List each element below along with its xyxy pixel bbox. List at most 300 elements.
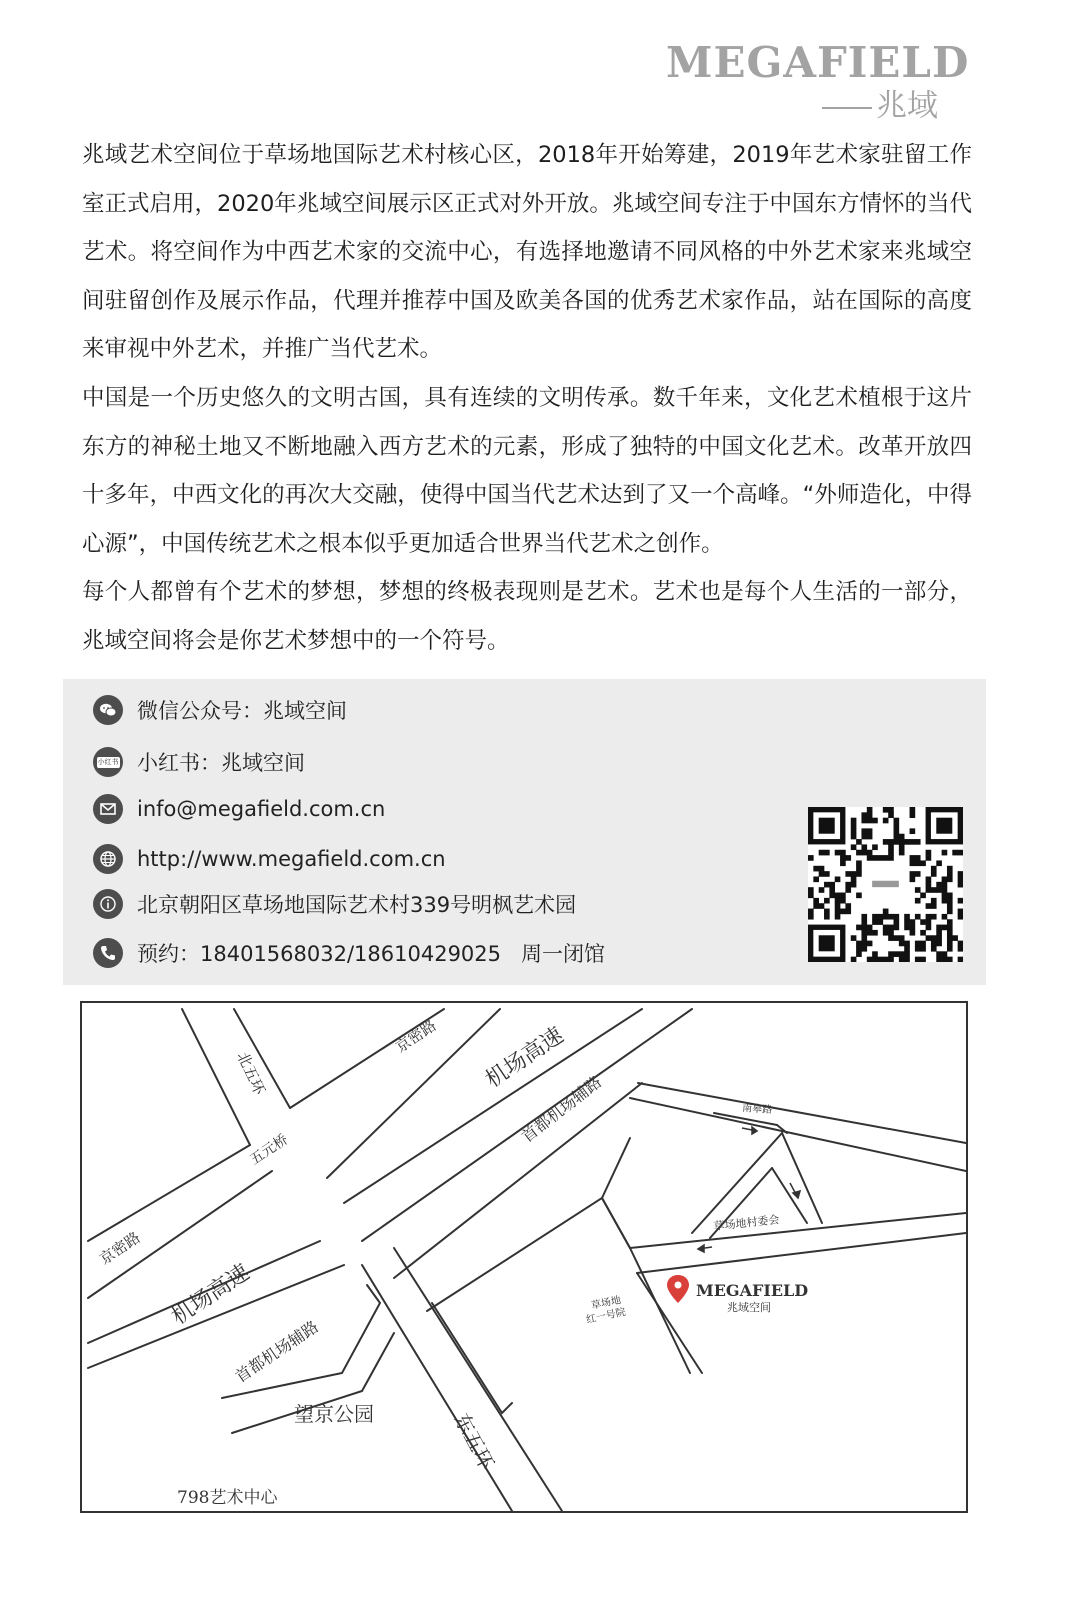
qr-module	[829, 882, 835, 888]
map-graphic	[82, 1003, 966, 1511]
qr-module	[904, 951, 910, 957]
road-jingmi-left-upper	[88, 1145, 250, 1241]
email-link[interactable]: info@megafield.com.cn	[137, 797, 386, 821]
qr-module	[883, 930, 889, 936]
qr-module	[926, 882, 932, 888]
qr-code-graphic	[808, 807, 963, 962]
road-shoudu-top-upper	[394, 1083, 642, 1278]
qr-module	[915, 860, 921, 866]
label-jingmi-left: 京密路	[96, 1228, 144, 1269]
qr-module	[867, 807, 873, 813]
qr-module	[910, 828, 916, 834]
location-map	[80, 1001, 968, 1513]
qr-module	[947, 935, 953, 941]
qr-module	[851, 818, 857, 824]
road-nangao-upper	[638, 1083, 966, 1143]
website-link[interactable]: http://www.megafield.com.cn	[137, 847, 446, 871]
qr-module	[867, 850, 873, 856]
qr-module	[936, 951, 942, 957]
qr-module	[861, 818, 867, 824]
qr-module	[840, 909, 846, 915]
qr-module	[894, 935, 900, 941]
qr-module	[835, 898, 841, 904]
qr-module	[856, 925, 862, 931]
qr-module	[926, 925, 932, 931]
qr-module	[883, 855, 889, 861]
qr-module	[851, 935, 857, 941]
xiaohongshu-text: 小红书：兆域空间	[137, 751, 305, 775]
label-beiwuhuan: 北五环	[233, 1049, 269, 1098]
qr-module	[835, 876, 841, 882]
qr-module	[958, 941, 963, 947]
qr-module	[877, 855, 883, 861]
qr-module	[931, 871, 937, 877]
qr-module	[872, 914, 878, 920]
qr-module	[915, 839, 921, 845]
contact-panel	[63, 679, 986, 985]
qr-module	[926, 914, 932, 920]
qr-module	[904, 919, 910, 925]
qr-module	[931, 903, 937, 909]
contact-address	[93, 887, 576, 921]
label-hongyi-1: 草场地	[590, 1294, 622, 1312]
qr-module	[942, 893, 948, 899]
qr-module	[861, 844, 867, 850]
map-roads	[88, 1009, 966, 1511]
qr-module	[867, 834, 873, 840]
qr-module	[888, 807, 894, 813]
qr-module	[947, 903, 953, 909]
brand-logo	[666, 38, 970, 124]
qr-module	[840, 855, 846, 861]
qr-module	[835, 903, 841, 909]
qr-module	[915, 914, 921, 920]
qr-module	[808, 855, 814, 861]
label-cunweihui: 草场地村委会	[712, 1213, 780, 1233]
qr-module	[915, 957, 921, 962]
qr-module	[947, 919, 953, 925]
qr-module	[942, 876, 948, 882]
qr-module	[813, 866, 819, 872]
qr-module	[845, 887, 851, 893]
qr-code[interactable]	[808, 807, 963, 962]
qr-module	[942, 850, 948, 856]
arrow-diagonal-head	[793, 1191, 800, 1198]
qr-module	[910, 876, 916, 882]
qr-module	[920, 941, 926, 947]
road-cc-main-upper	[630, 1213, 966, 1248]
qr-module	[819, 866, 825, 872]
qr-module	[856, 860, 862, 866]
qr-module	[894, 823, 900, 829]
qr-module	[926, 855, 932, 861]
qr-module	[861, 914, 867, 920]
qr-module	[947, 893, 953, 899]
qr-module	[942, 914, 948, 920]
qr-module	[883, 839, 889, 845]
qr-module	[936, 860, 942, 866]
qr-module	[808, 909, 814, 915]
label-shoudu-bottom: 首都机场辅路	[231, 1316, 322, 1387]
label-dongwuhuan: 东五环	[449, 1409, 499, 1474]
contact-xiaohongshu	[93, 745, 305, 779]
qr-module	[920, 893, 926, 899]
qr-module	[867, 855, 873, 861]
qr-module	[867, 925, 873, 931]
intro-paragraph-3: 每个人都曾有个艺术的梦想，梦想的终极表现则是艺术。艺术也是每个人生活的一部分，兆域空间将会是你艺术梦想中的一个符号。	[82, 579, 972, 654]
qr-module	[910, 855, 916, 861]
qr-module	[824, 898, 830, 904]
qr-module	[861, 850, 867, 856]
qr-module	[888, 914, 894, 920]
qr-module	[819, 887, 825, 893]
qr-module	[872, 855, 878, 861]
qr-module	[958, 898, 963, 904]
qr-module	[845, 903, 851, 909]
qr-module	[808, 893, 814, 899]
qr-module	[920, 946, 926, 952]
qr-module	[915, 898, 921, 904]
qr-module	[856, 893, 862, 899]
qr-module	[845, 909, 851, 915]
qr-module	[883, 818, 889, 824]
qr-module	[958, 957, 963, 962]
qr-module	[813, 903, 819, 909]
qr-module	[851, 882, 857, 888]
marker-label-en: MEGAFIELD	[696, 1281, 809, 1300]
qr-module	[931, 935, 937, 941]
phone-icon	[93, 938, 123, 968]
marker-label-cn: 兆域空间	[727, 1301, 771, 1314]
qr-module	[877, 919, 883, 925]
qr-module	[910, 919, 916, 925]
qr-module	[947, 909, 953, 915]
qr-module	[942, 898, 948, 904]
qr-module	[910, 807, 916, 813]
qr-module	[910, 925, 916, 931]
qr-module	[947, 925, 953, 931]
road-beiwuhuan-left	[182, 1009, 250, 1145]
qr-module	[894, 834, 900, 840]
qr-module	[835, 909, 841, 915]
qr-module	[856, 866, 862, 872]
qr-module	[851, 876, 857, 882]
qr-module	[824, 871, 830, 877]
qr-module	[819, 850, 825, 856]
qr-module	[926, 919, 932, 925]
qr-module	[904, 957, 910, 962]
qr-module	[819, 871, 825, 877]
qr-module	[888, 930, 894, 936]
qr-module	[920, 957, 926, 962]
qr-module	[958, 946, 963, 952]
qr-module	[920, 930, 926, 936]
qr-module	[910, 839, 916, 845]
qr-module	[813, 876, 819, 882]
qr-module	[926, 887, 932, 893]
logo-chinese	[666, 88, 966, 124]
qr-module	[888, 951, 894, 957]
qr-module	[920, 919, 926, 925]
qr-module	[888, 839, 894, 845]
xiaohongshu-icon-text: 小红书	[97, 757, 119, 766]
contact-wechat	[93, 693, 347, 727]
qr-module	[867, 818, 873, 824]
qr-module	[915, 941, 921, 947]
qr-module	[851, 834, 857, 840]
qr-module	[958, 914, 963, 920]
xiaohongshu-icon	[93, 747, 123, 777]
qr-module	[872, 818, 878, 824]
label-jichang-top: 机场高速	[481, 1023, 569, 1093]
qr-module	[840, 893, 846, 899]
qr-module	[867, 812, 873, 818]
qr-module	[883, 957, 889, 962]
qr-module	[851, 871, 857, 877]
label-wuyuanqiao: 五元桥	[247, 1131, 292, 1169]
qr-module	[947, 876, 953, 882]
qr-module	[877, 914, 883, 920]
arrow-nangao-head	[752, 1127, 757, 1134]
qr-module	[899, 941, 905, 947]
qr-module	[819, 903, 825, 909]
qr-module	[835, 914, 841, 920]
qr-module	[856, 850, 862, 856]
qr-module	[915, 946, 921, 952]
qr-module	[861, 935, 867, 941]
qr-module	[947, 957, 953, 962]
qr-module	[872, 844, 878, 850]
qr-module	[845, 871, 851, 877]
qr-module	[872, 957, 878, 962]
qr-module	[829, 893, 835, 899]
qr-module	[877, 957, 883, 962]
qr-module	[829, 887, 835, 893]
wechat-text: 微信公众号：兆域空间	[137, 699, 347, 723]
qr-module	[867, 957, 873, 962]
qr-module	[888, 812, 894, 818]
qr-module	[867, 828, 873, 834]
road-dongwuhuan-left	[362, 1265, 512, 1511]
qr-module	[936, 957, 942, 962]
qr-module	[931, 898, 937, 904]
qr-module	[910, 860, 916, 866]
qr-module	[861, 930, 867, 936]
qr-module	[899, 844, 905, 850]
road-shoudu-top-lower	[427, 1138, 630, 1311]
qr-module	[947, 930, 953, 936]
qr-module	[920, 860, 926, 866]
qr-module	[899, 935, 905, 941]
qr-module	[942, 951, 948, 957]
qr-module	[942, 957, 948, 962]
qr-module	[835, 893, 841, 899]
label-wangjing: 望京公园	[294, 1402, 374, 1426]
qr-module	[910, 812, 916, 818]
label-nangaolu: 南皋路	[741, 1103, 773, 1117]
qr-module	[936, 935, 942, 941]
qr-module	[936, 930, 942, 936]
qr-module	[942, 882, 948, 888]
qr-module	[888, 957, 894, 962]
qr-module	[910, 930, 916, 936]
phone-text: 预约：18401568032/18610429025 周一闭馆	[137, 942, 606, 966]
logo-dash	[822, 107, 872, 109]
label-jichang-bottom: 机场高速	[167, 1260, 255, 1330]
qr-module	[840, 860, 846, 866]
qr-module	[845, 855, 851, 861]
qr-module	[840, 850, 846, 856]
qr-module	[931, 866, 937, 872]
qr-module	[861, 919, 867, 925]
label-798: 798艺术中心	[177, 1488, 278, 1508]
qr-module	[845, 882, 851, 888]
qr-module	[958, 882, 963, 888]
qr-module	[840, 898, 846, 904]
qr-module	[936, 882, 942, 888]
qr-module	[926, 903, 932, 909]
qr-module	[824, 850, 830, 856]
label-jingmi-top: 京密路	[392, 1016, 440, 1057]
map-labels	[96, 1016, 808, 1508]
location-marker-icon[interactable]	[667, 1275, 689, 1303]
qr-module	[931, 946, 937, 952]
qr-module	[926, 850, 932, 856]
qr-module	[936, 925, 942, 931]
qr-module	[861, 941, 867, 947]
qr-module	[894, 828, 900, 834]
intro-text	[82, 131, 972, 666]
qr-module	[894, 818, 900, 824]
road-dongwuhuan-inner	[432, 1303, 512, 1413]
qr-module	[808, 887, 814, 893]
qr-module	[904, 941, 910, 947]
label-hongyi-2: 红一号院	[585, 1306, 627, 1326]
qr-module	[894, 839, 900, 845]
qr-module	[958, 909, 963, 915]
qr-module	[813, 898, 819, 904]
qr-module	[958, 850, 963, 856]
qr-module	[867, 941, 873, 947]
qr-module	[856, 951, 862, 957]
qr-module	[856, 871, 862, 877]
qr-module	[851, 828, 857, 834]
qr-module	[861, 812, 867, 818]
qr-module	[883, 925, 889, 931]
qr-module	[856, 941, 862, 947]
qr-module	[899, 834, 905, 840]
info-icon	[93, 889, 123, 919]
qr-module	[872, 951, 878, 957]
qr-module	[947, 946, 953, 952]
qr-module	[904, 925, 910, 931]
contact-website[interactable]	[93, 842, 446, 876]
qr-module	[856, 946, 862, 952]
qr-module	[883, 807, 889, 813]
qr-module	[894, 951, 900, 957]
qr-module	[888, 844, 894, 850]
qr-module	[861, 925, 867, 931]
qr-module	[899, 850, 905, 856]
qr-module	[926, 876, 932, 882]
qr-module	[915, 887, 921, 893]
qr-finder-inner	[819, 818, 835, 834]
qr-module	[942, 887, 948, 893]
qr-module	[947, 866, 953, 872]
qr-module	[861, 828, 867, 834]
qr-module	[835, 850, 841, 856]
qr-module	[947, 898, 953, 904]
road-cc-link	[602, 1198, 630, 1248]
qr-finder-inner	[819, 935, 835, 951]
qr-module	[942, 925, 948, 931]
qr-module	[899, 951, 905, 957]
qr-module	[856, 839, 862, 845]
intro-paragraph-1: 兆域艺术空间位于草场地国际艺术村核心区，2018年开始筹建，2019年艺术家驻留工作室正式启用，2020年兆域空间展示区正式对外开放。兆域空间专注于中国东方情怀的当代艺术。将空间作为中西艺术家的交流中心，有选择地邀请不同风格的中外艺术家来兆域空间驻留创作及展示作品，代理并推荐中国及欧美各国的优秀艺术家作品，站在国际的高度来审视中外艺术，并推广当代艺术。	[82, 142, 972, 363]
qr-module	[888, 850, 894, 856]
qr-module	[899, 957, 905, 962]
logo-wordmark: MEGAFIELD	[666, 38, 970, 87]
qr-module	[851, 957, 857, 962]
label-shoudu-top: 首都机场辅路	[517, 1072, 606, 1147]
qr-module	[883, 909, 889, 915]
qr-module	[931, 887, 937, 893]
qr-module	[931, 914, 937, 920]
mail-icon	[93, 794, 123, 824]
qr-module	[958, 876, 963, 882]
contact-email[interactable]	[93, 792, 385, 826]
qr-module	[952, 935, 958, 941]
globe-icon	[93, 844, 123, 874]
qr-module	[947, 941, 953, 947]
qr-module	[888, 925, 894, 931]
qr-module	[915, 871, 921, 877]
qr-module	[867, 930, 873, 936]
marker-dot	[675, 1282, 682, 1289]
qr-module	[888, 935, 894, 941]
qr-module	[894, 925, 900, 931]
qr-module	[952, 850, 958, 856]
qr-module	[936, 941, 942, 947]
qr-module	[931, 941, 937, 947]
qr-module	[904, 914, 910, 920]
logo-chinese-text: 兆域	[876, 88, 938, 124]
qr-module	[872, 919, 878, 925]
intro-paragraph-2: 中国是一个历史悠久的文明古国，具有连续的文明传承。数千年来，文化艺术植根于这片东方的神秘土地又不断地融入西方艺术的元素，形成了独特的中国文化艺术。改革开放四十多年，中西文化的再次大交融，使得中国当代艺术达到了又一个高峰。“外师造化，中得心源”，中国传统艺术之根本似乎更加适合世界当代艺术之创作。	[82, 384, 972, 557]
qr-module	[936, 887, 942, 893]
road-cc-diagonal-d	[782, 1133, 822, 1223]
qr-module	[926, 935, 932, 941]
arrow-main-head	[698, 1245, 704, 1252]
contact-phone	[93, 936, 605, 970]
qr-finder-inner	[936, 818, 952, 834]
qr-module	[904, 839, 910, 845]
qr-module	[915, 855, 921, 861]
address-text: 北京朝阳区草场地国际艺术村339号明枫艺术园	[137, 893, 577, 917]
qr-module	[958, 871, 963, 877]
qr-module	[904, 946, 910, 952]
qr-module	[824, 909, 830, 915]
road-jichang-top-upper	[344, 1009, 642, 1203]
qr-module	[824, 882, 830, 888]
qr-module	[888, 855, 894, 861]
qr-module	[851, 844, 857, 850]
qr-module	[894, 919, 900, 925]
qr-module	[861, 946, 867, 952]
wechat-icon	[93, 695, 123, 725]
qr-module	[808, 914, 814, 920]
qr-module	[851, 823, 857, 829]
